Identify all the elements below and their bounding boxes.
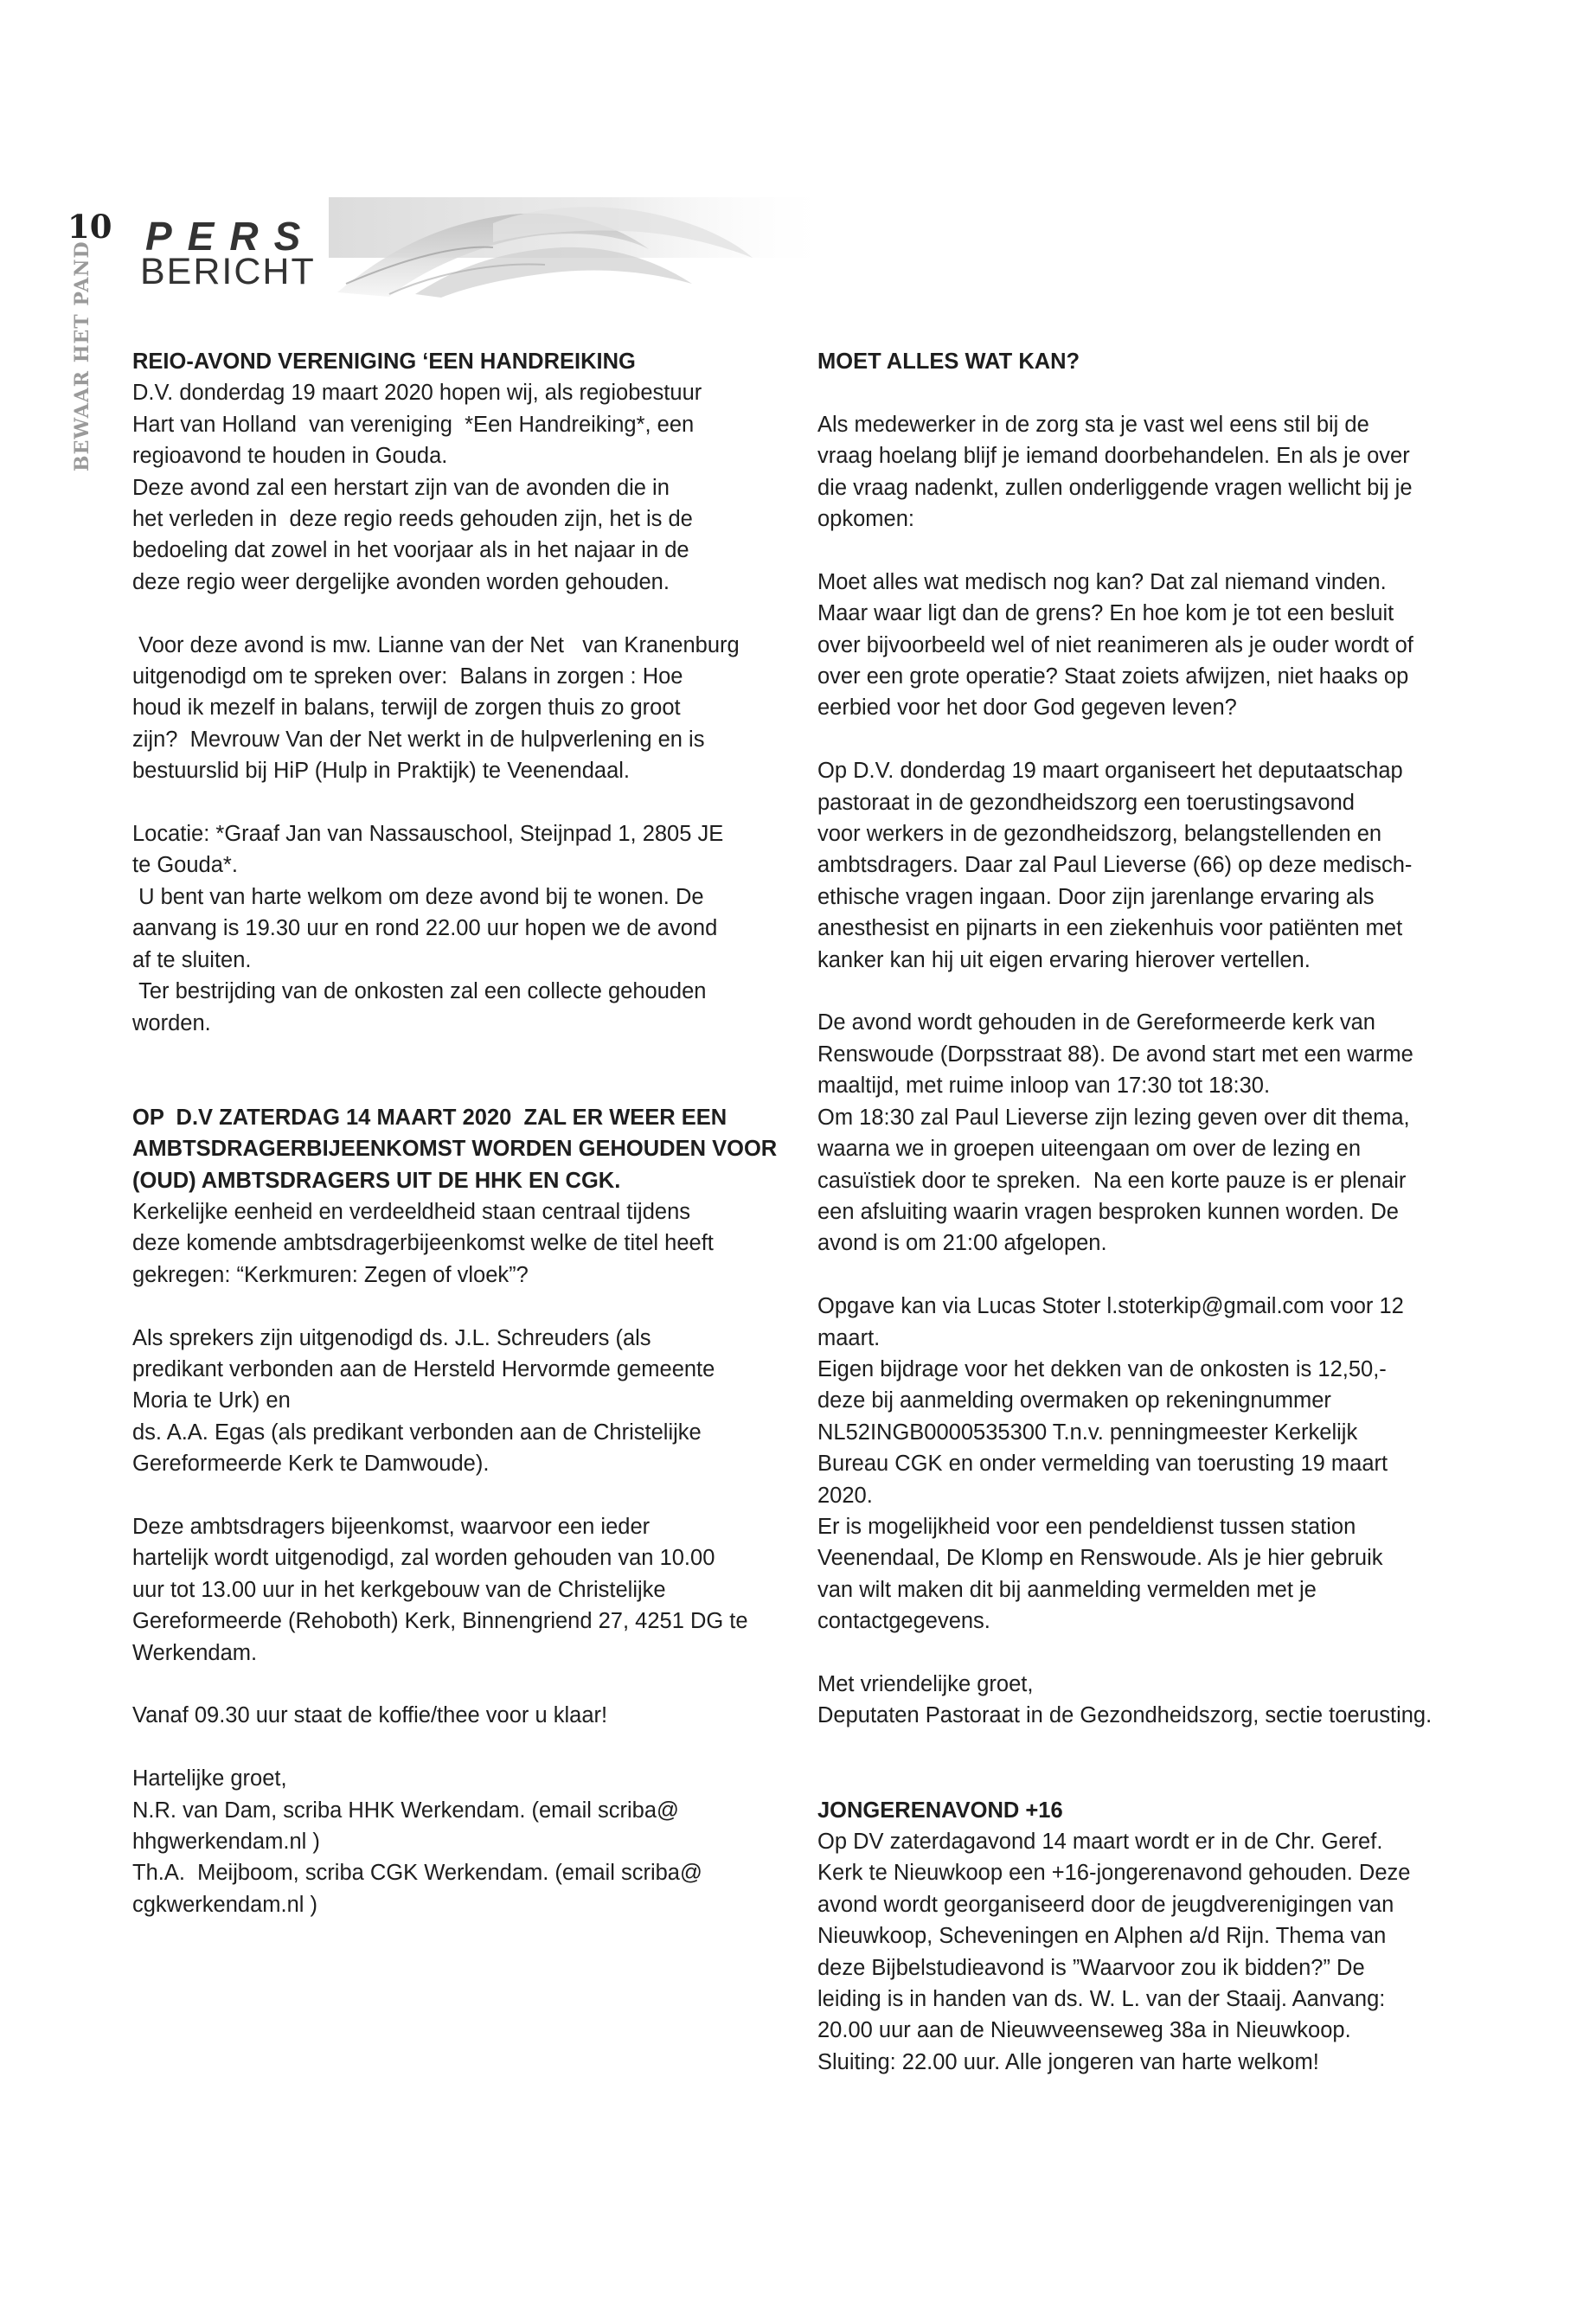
- header-bericht: BERICHT: [140, 251, 316, 292]
- paragraph: Kerkelijke eenheid en verdeeldheid staan centraal tijdens deze komende ambtsdragerbijeenkomst welke de titel heeft gekregen: “Kerkmuren: Zegen of vloek”?: [132, 1199, 714, 1287]
- article-moet-alles-wat-kan: [817, 346, 1466, 1732]
- article-jongerenavond: [817, 1795, 1466, 2079]
- paragraph: Vanaf 09.30 uur staat de koffie/thee voor u klaar!: [132, 1703, 608, 1728]
- paragraph: Op D.V. donderdag 19 maart organiseert het deputaatschap pastoraat in de gezondheidszorg een toerustingsavond voor werkers in de gezondheidszorg, belangstellenden en ambtsdragers. Daar zal Paul Lieverse (66) op deze medisch- ethische vragen ingaan. Door zijn jarenlange ervaring als anesthesist en pijnarts in een ziekenhuis voor patiënten met kanker kan hij uit eigen ervaring hierover vertellen.: [817, 759, 1413, 972]
- paragraph: Hartelijke groet, N.R. van Dam, scriba HHK Werkendam. (email scriba@ hhgwerkendam.nl ) Th.A. Meijboom, scriba CGK Werkendam. (email scriba@ cgkwerkendam.nl ): [132, 1766, 702, 1917]
- paragraph: Deze ambtsdragers bijeenkomst, waarvoor een ieder hartelijk wordt uitgenodigd, zal worden gehouden van 10.00 uur tot 13.00 uur in het kerkgebouw van de Christelijke Gereformeerde (Rehoboth) Kerk, Binnengriend 27, 4251 DG te Werkendam.: [132, 1514, 748, 1665]
- paragraph: Locatie: *Graaf Jan van Nassauschool, Steijnpad 1, 2805 JE te Gouda*. U bent van harte welkom om deze avond bij te wonen. De aanvang is 19.30 uur en rond 22.00 uur hopen we de avond af te sluiten. Ter bestrijding van de onkosten zal een collecte gehouden worden.: [132, 822, 724, 1035]
- article-title: JONGERENAVOND +16: [817, 1798, 1063, 1823]
- paragraph: De avond wordt gehouden in de Gereformeerde kerk van Renswoude (Dorpsstraat 88). De avond start met een warme maaltijd, met ruime inloop van 17:30 tot 18:30. Om 18:30 zal Paul Lieverse zijn lezing geven over dit thema, waarna we in groepen uiteengaan om over de lezing en casuïstiek door te spreken. Na een korte pauze is er plenair een afsluiting waarin vragen besproken kunnen worden. De avond is om 21:00 afgelopen.: [817, 1010, 1413, 1256]
- header-banner: [130, 197, 839, 301]
- page-number: 10: [67, 208, 112, 246]
- article-title: OP D.V ZATERDAG 14 MAART 2020 ZAL ER WEER EEN AMBTSDRAGERBIJEENKOMST WORDEN GEHOUDEN VOOR (OUD) AMBTSDRAGERS UIT DE HHK EN CGK.: [132, 1105, 778, 1193]
- article-title: MOET ALLES WAT KAN?: [817, 349, 1080, 374]
- paragraph: D.V. donderdag 19 maart 2020 hopen wij, als regiobestuur Hart van Holland van vereniging *Een Handreiking*, een regioavond te houden in Gouda. Deze avond zal een herstart zijn van de avonden die in het verleden in deze regio reeds gehouden zijn, het is de bedoeling dat zowel in het voorjaar als in het najaar in de deze regio weer dergelijke avonden worden gehouden.: [132, 381, 702, 594]
- paragraph: Voor deze avond is mw. Lianne van der Net van Kranenburg uitgenodigd om te spreken over: Balans in zorgen : Hoe houd ik mezelf in balans, terwijl de zorgen thuis zo groot zijn? Mevrouw Van der Net werkt in de hulpverlening en is bestuurslid bij HiP (Hulp in Praktijk) te Veenendaal.: [132, 632, 740, 784]
- paragraph: Met vriendelijke groet, Deputaten Pastoraat in de Gezondheidszorg, sectie toerusting.: [817, 1671, 1433, 1728]
- paragraph: Als medewerker in de zorg sta je vast wel eens stil bij de vraag hoelang blijf je iemand doorbehandelen. En als je over die vraag nadenkt, zullen onderliggende vragen wellicht bij je opkomen:: [817, 412, 1413, 532]
- article-ambtsdragerbijeenkomst: [132, 1102, 790, 1921]
- header-pers: PERS: [145, 214, 317, 259]
- paragraph: Opgave kan via Lucas Stoter l.stoterkip@gmail.com voor 12 maart. Eigen bijdrage voor het dekken van de onkosten is 12,50,- deze bij aanmelding overmaken op rekeningnummer NL52INGB0000535300 T.n.v. penningmeester Kerkelijk Bureau CGK en onder vermelding van toerusting 19 maart 2020. Er is mogelijkheid voor een pendeldienst tussen station Veenendaal, De Klomp en Renswoude. Als je hier gebruik van wilt maken dit bij aanmelding vermelden met je contactgegevens.: [817, 1294, 1404, 1634]
- paragraph: Als sprekers zijn uitgenodigd ds. J.L. Schreuders (als predikant verbonden aan de Hersteld Hervormde gemeente Moria te Urk) en ds. A.A. Egas (als predikant verbonden aan de Christelijke Gereformeerde Kerk te Damwoude).: [132, 1325, 715, 1477]
- article-title: REIO-AVOND VERENIGING ‘EEN HANDREIKING: [132, 349, 636, 374]
- right-column: [817, 346, 1466, 2078]
- paragraph: Op DV zaterdagavond 14 maart wordt er in de Chr. Geref. Kerk te Nieuwkoop een +16-jongerenavond gehouden. Deze avond wordt georganiseerd door de jeugdverenigingen van Nieuwkoop, Scheveningen en Alphen a/d Rijn. Thema van deze Bijbelstudieavond is ”Waarvoor zou ik bidden?” De leiding is in handen van ds. W. L. van der Staaij. Aanvang: 20.00 uur aan de Nieuwveenseweg 38a in Nieuwkoop. Sluiting: 22.00 uur. Alle jongeren van harte welkom!: [817, 1829, 1411, 2074]
- left-column: [132, 346, 790, 1920]
- article-reio-avond: [132, 346, 790, 1039]
- paragraph: Moet alles wat medisch nog kan? Dat zal niemand vinden. Maar waar ligt dan de grens? En hoe kom je tot een besluit over bijvoorbeeld wel of niet reanimeren als je ouder wordt of over een grote operatie? Staat zoiets afwijzen, niet haaks op eerbied voor het door God gegeven leven?: [817, 569, 1413, 721]
- side-label: BEWAAR HET PAND: [71, 240, 93, 471]
